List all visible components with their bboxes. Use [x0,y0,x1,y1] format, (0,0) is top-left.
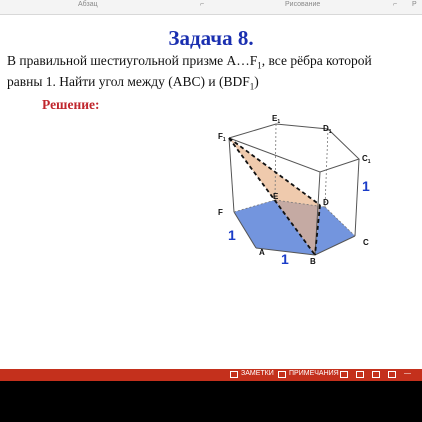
task-line2-b: ) [254,73,259,89]
task-line1-b: , все рёбра которой [261,53,372,68]
notes-icon [230,371,238,378]
vertex-label-d1: $D_1$ [323,124,332,135]
task-line1-a: В правильной шестиугольной призме A…F [7,53,258,68]
window-bottom-area [0,381,422,422]
edge-length-label: 1 [228,227,236,243]
comments-icon [278,371,286,378]
vertex-label-c: C [363,238,369,247]
ribbon-section-edit[interactable]: Р [412,1,417,8]
vertex-label-a: A [259,248,265,257]
vertex-label-f1: $F_1$ [218,132,226,143]
edge-length-label: 1 [281,251,289,267]
slide-title: Задача 8. [168,26,254,50]
slide-sorter-icon[interactable] [356,371,364,378]
zoom-control[interactable]: — [404,370,411,377]
edge-length-label: 1 [362,178,370,194]
task-line2-a: равны 1. Найти угол между (ABC) и (BDF [7,73,250,89]
vertex-label-e1: $E_1$ [272,114,281,125]
comments-button[interactable]: ПРИМЕЧАНИЯ [289,370,339,377]
vertex-label-d: D [323,198,329,207]
vertex-label-b: B [310,257,316,266]
vertex-label-e: E [273,192,279,201]
normal-view-icon[interactable] [340,371,348,378]
notes-button[interactable]: ЗАМЕТКИ [241,370,274,377]
vertex-label-c1: $C_1$ [362,154,371,165]
ribbon-expand-icon[interactable]: ⌐ [200,1,205,8]
task-line2-sub: 1 [249,81,255,92]
ribbon-section-paragraph[interactable]: Абзац [78,1,98,8]
solution-heading: Решение: [42,97,100,112]
task-line1-sub: 1 [257,60,262,71]
vertex-label-f: F [218,208,223,217]
ribbon-section-drawing[interactable]: Рисование [285,1,321,8]
slideshow-icon[interactable] [388,371,396,378]
reading-view-icon[interactable] [372,371,380,378]
ribbon-expand-icon-2[interactable]: ⌐ [393,1,398,8]
status-bar [0,369,422,381]
